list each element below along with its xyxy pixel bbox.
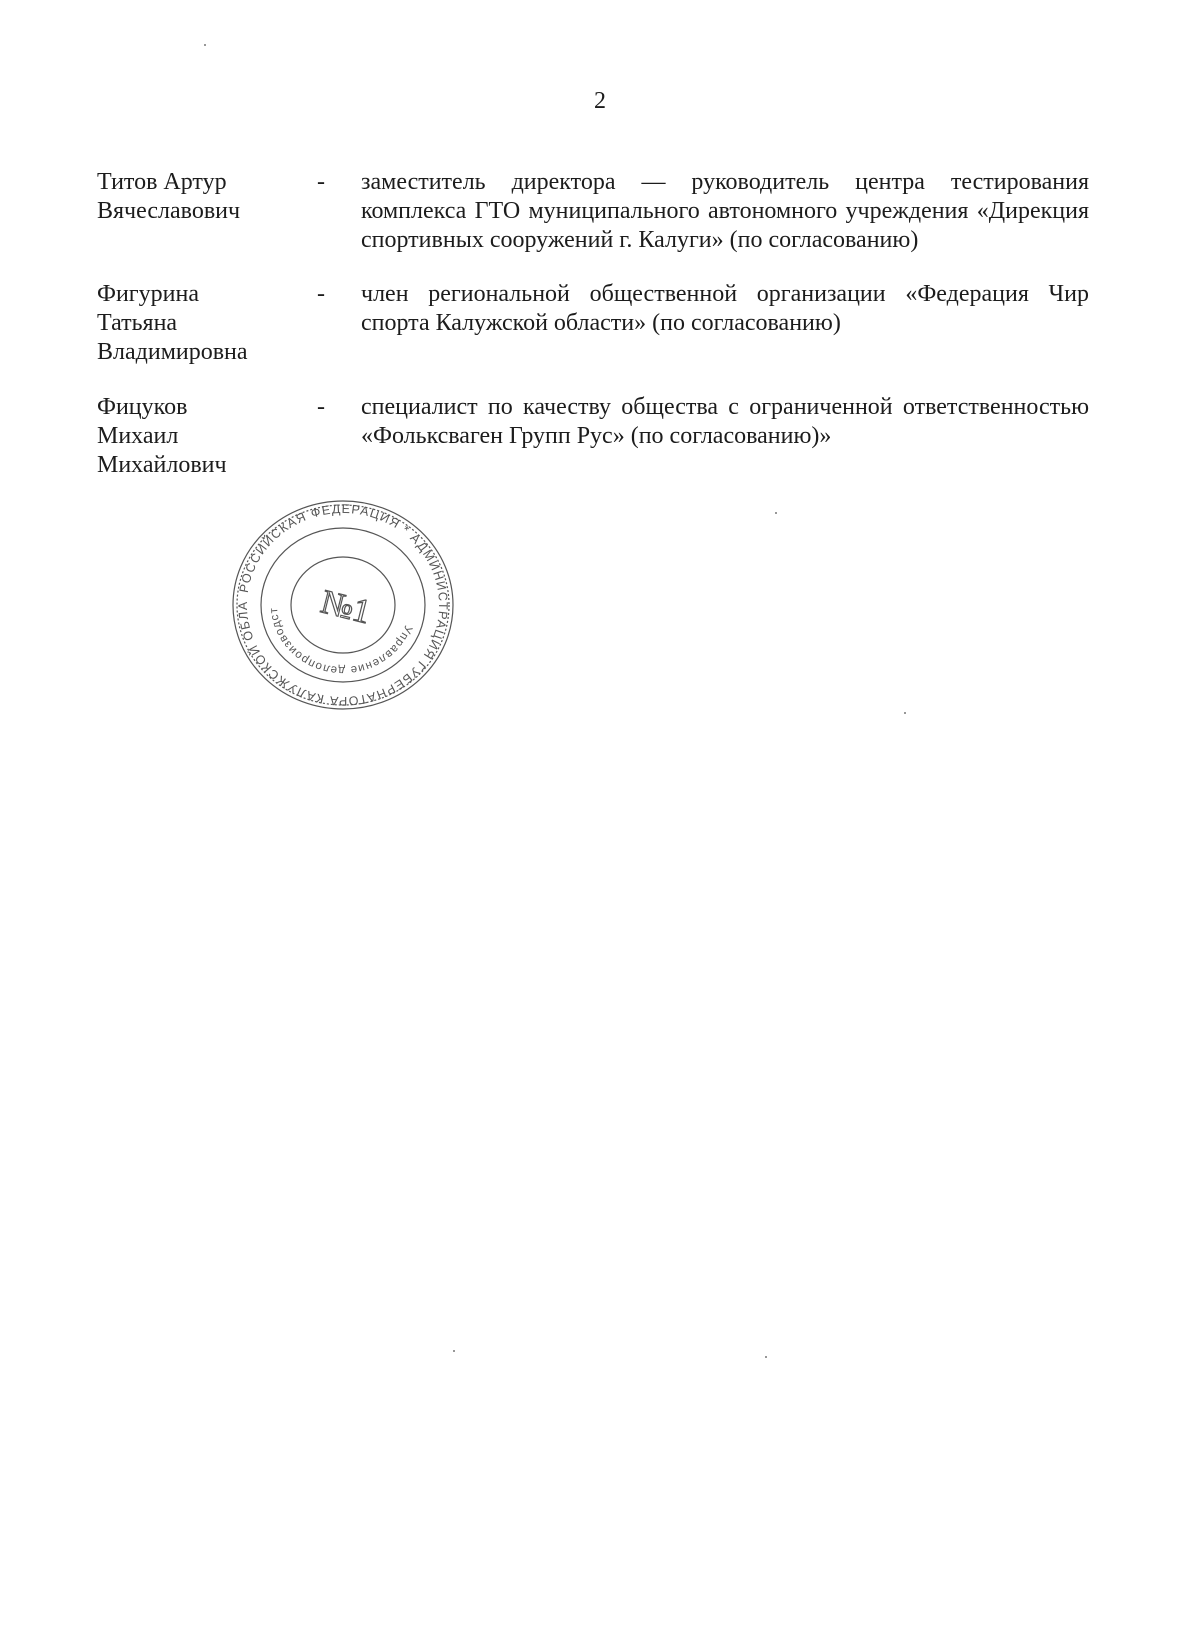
scan-speck <box>204 44 206 46</box>
scan-speck <box>765 1356 767 1358</box>
member-description: заместитель директора — руководитель центра тестирования комплекса ГТО муниципального автономного учреждения «Дирекция спортивных сооружений г. Калуги» (по согласованию) <box>361 169 1089 253</box>
member-dash: - <box>317 394 325 420</box>
member-description: специалист по качеству общества с ограниченной ответственностью «Фольксваген Групп Рус» (по согласованию)» <box>361 394 1089 449</box>
member-name: Фицуков Михаил Михайлович <box>97 394 227 478</box>
member-name: Фигурина Татьяна Владимировна <box>97 281 248 365</box>
member-name: Титов Артур Вячеславович <box>97 169 241 224</box>
seal-inner-text: Управление делопроизводст <box>267 606 414 677</box>
scan-speck <box>775 512 777 514</box>
official-seal <box>228 498 458 713</box>
member-description: член региональной общественной организации «Федерация Чир спорта Калужской области» (по согласованию) <box>361 281 1089 336</box>
scan-speck <box>904 712 906 714</box>
member-dash: - <box>317 169 325 195</box>
page-number: 2 <box>594 88 606 114</box>
scan-speck <box>453 1350 455 1352</box>
seal-outer-text: РОССИЙСКАЯ ФЕДЕРАЦИЯ * АДМИНИСТРАЦИЯ ГУБЕРНАТОРА КАЛУЖСКОЙ ОБЛА <box>235 501 451 709</box>
seal-number: №1 <box>317 583 375 632</box>
member-dash: - <box>317 281 325 307</box>
